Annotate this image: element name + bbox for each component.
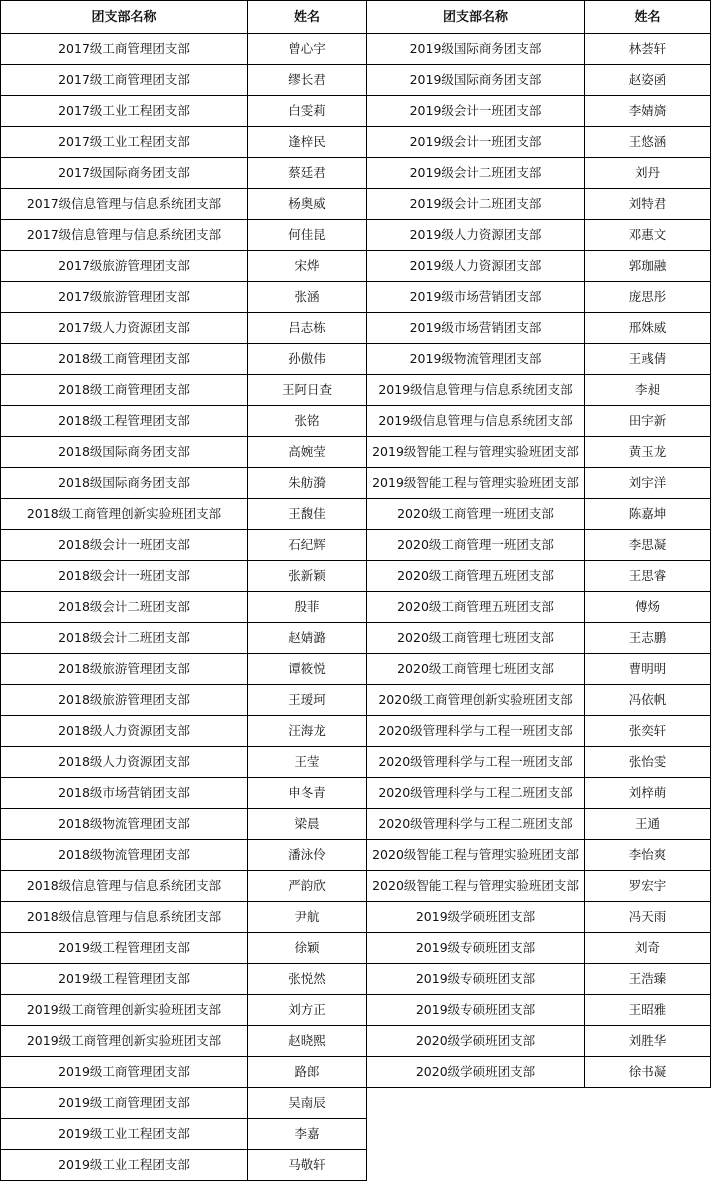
right-name-cell: 王思睿	[584, 560, 711, 592]
left-unit-cell: 2018级国际商务团支部	[0, 436, 248, 468]
right-name-cell: 徐书凝	[584, 1056, 711, 1088]
header-left-unit: 团支部名称	[0, 0, 248, 34]
right-unit-cell: 2020级学硕班团支部	[366, 1056, 585, 1088]
left-name-cell: 逢梓民	[247, 126, 367, 158]
right-unit-cell: 2019级专硕班团支部	[366, 994, 585, 1026]
left-unit-cell: 2018级工程管理团支部	[0, 405, 248, 437]
left-unit-cell: 2017级旅游管理团支部	[0, 281, 248, 313]
left-name-cell: 梁晨	[247, 808, 367, 840]
right-unit-cell: 2020级智能工程与管理实验班团支部	[366, 870, 585, 902]
left-unit-cell: 2018级工商管理团支部	[0, 343, 248, 375]
right-unit-cell: 2020级管理科学与工程一班团支部	[366, 746, 585, 778]
left-name-cell: 谭筱悦	[247, 653, 367, 685]
left-unit-cell: 2017级人力资源团支部	[0, 312, 248, 344]
right-unit-cell: 2019级信息管理与信息系统团支部	[366, 405, 585, 437]
left-name-cell: 曾心宇	[247, 33, 367, 65]
left-name-cell: 殷菲	[247, 591, 367, 623]
left-unit-cell: 2018级旅游管理团支部	[0, 653, 248, 685]
left-name-cell: 张新颖	[247, 560, 367, 592]
right-unit-cell: 2020级工商管理五班团支部	[366, 560, 585, 592]
left-name-cell: 严韵欣	[247, 870, 367, 902]
left-name-cell: 赵晓熙	[247, 1025, 367, 1057]
left-unit-cell: 2018级物流管理团支部	[0, 839, 248, 871]
right-name-cell: 曹明明	[584, 653, 711, 685]
right-unit-cell: 2020级管理科学与工程一班团支部	[366, 715, 585, 747]
right-name-cell: 刘丹	[584, 157, 711, 189]
left-unit-cell: 2017级信息管理与信息系统团支部	[0, 188, 248, 220]
right-name-cell: 刘特君	[584, 188, 711, 220]
right-name-cell: 王志鹏	[584, 622, 711, 654]
left-unit-cell: 2019级工商管理创新实验班团支部	[0, 994, 248, 1026]
left-unit-cell: 2018级人力资源团支部	[0, 746, 248, 778]
left-name-cell: 赵婧潞	[247, 622, 367, 654]
left-unit-cell: 2019级工业工程团支部	[0, 1118, 248, 1150]
right-name-cell: 李怡爽	[584, 839, 711, 871]
left-name-cell: 刘方正	[247, 994, 367, 1026]
right-unit-cell: 2019级会计二班团支部	[366, 188, 585, 220]
left-unit-cell: 2019级工商管理创新实验班团支部	[0, 1025, 248, 1057]
right-unit-cell: 2020级学硕班团支部	[366, 1025, 585, 1057]
right-unit-cell: 2019级国际商务团支部	[366, 33, 585, 65]
right-unit-cell: 2019级会计一班团支部	[366, 95, 585, 127]
left-name-cell: 缪长君	[247, 64, 367, 96]
right-name-cell: 王通	[584, 808, 711, 840]
right-unit-cell: 2019级智能工程与管理实验班团支部	[366, 467, 585, 499]
right-unit-cell: 2020级管理科学与工程二班团支部	[366, 808, 585, 840]
right-name-cell: 李婧旖	[584, 95, 711, 127]
right-unit-cell: 2019级智能工程与管理实验班团支部	[366, 436, 585, 468]
left-name-cell: 张铭	[247, 405, 367, 437]
right-unit-cell: 2019级国际商务团支部	[366, 64, 585, 96]
left-name-cell: 王馥佳	[247, 498, 367, 530]
left-name-cell: 孙傲伟	[247, 343, 367, 375]
left-unit-cell: 2018级信息管理与信息系统团支部	[0, 901, 248, 933]
left-unit-cell: 2019级工商管理团支部	[0, 1087, 248, 1119]
left-name-cell: 朱舫漪	[247, 467, 367, 499]
left-unit-cell: 2018级工商管理创新实验班团支部	[0, 498, 248, 530]
left-name-cell: 王莹	[247, 746, 367, 778]
right-unit-cell: 2019级会计一班团支部	[366, 126, 585, 158]
right-unit-cell: 2019级会计二班团支部	[366, 157, 585, 189]
left-unit-cell: 2017级信息管理与信息系统团支部	[0, 219, 248, 251]
right-name-cell: 冯依帆	[584, 684, 711, 716]
right-unit-cell: 2019级市场营销团支部	[366, 312, 585, 344]
left-name-cell: 吴南辰	[247, 1087, 367, 1119]
left-unit-cell: 2018级市场营销团支部	[0, 777, 248, 809]
left-unit-cell: 2018级人力资源团支部	[0, 715, 248, 747]
right-name-cell: 张奕轩	[584, 715, 711, 747]
right-name-cell: 赵姿函	[584, 64, 711, 96]
right-unit-cell: 2019级信息管理与信息系统团支部	[366, 374, 585, 406]
left-unit-cell: 2018级会计二班团支部	[0, 591, 248, 623]
header-right-unit: 团支部名称	[366, 0, 585, 34]
left-unit-cell: 2017级旅游管理团支部	[0, 250, 248, 282]
header-left-name: 姓名	[247, 0, 367, 34]
right-name-cell: 李昶	[584, 374, 711, 406]
right-name-cell: 傅炀	[584, 591, 711, 623]
right-name-cell: 冯天雨	[584, 901, 711, 933]
right-name-cell: 李思凝	[584, 529, 711, 561]
left-unit-cell: 2018级旅游管理团支部	[0, 684, 248, 716]
right-name-cell: 王悠涵	[584, 126, 711, 158]
left-unit-cell: 2018级会计二班团支部	[0, 622, 248, 654]
left-name-cell: 王瑷珂	[247, 684, 367, 716]
right-name-cell: 刘梓萌	[584, 777, 711, 809]
right-name-cell: 王昭雅	[584, 994, 711, 1026]
left-name-cell: 王阿日查	[247, 374, 367, 406]
right-name-cell: 庞思彤	[584, 281, 711, 313]
left-name-cell: 申冬青	[247, 777, 367, 809]
left-unit-cell: 2018级工商管理团支部	[0, 374, 248, 406]
right-unit-cell: 2020级工商管理七班团支部	[366, 622, 585, 654]
right-name-cell: 黄玉龙	[584, 436, 711, 468]
left-name-cell: 徐颖	[247, 932, 367, 964]
right-unit-cell: 2019级专硕班团支部	[366, 932, 585, 964]
left-name-cell: 路郎	[247, 1056, 367, 1088]
right-name-cell: 刘宇洋	[584, 467, 711, 499]
right-name-cell: 陈嘉坤	[584, 498, 711, 530]
left-unit-cell: 2019级工商管理团支部	[0, 1056, 248, 1088]
left-unit-cell: 2019级工业工程团支部	[0, 1149, 248, 1181]
right-name-cell: 刘奇	[584, 932, 711, 964]
right-name-cell: 王彧倩	[584, 343, 711, 375]
right-unit-cell: 2019级学硕班团支部	[366, 901, 585, 933]
right-unit-cell: 2020级工商管理创新实验班团支部	[366, 684, 585, 716]
right-unit-cell: 2019级人力资源团支部	[366, 219, 585, 251]
left-unit-cell: 2017级工业工程团支部	[0, 126, 248, 158]
left-name-cell: 白雯莉	[247, 95, 367, 127]
left-name-cell: 杨奥威	[247, 188, 367, 220]
left-unit-cell: 2017级国际商务团支部	[0, 157, 248, 189]
left-name-cell: 马敬轩	[247, 1149, 367, 1181]
right-unit-cell: 2020级工商管理七班团支部	[366, 653, 585, 685]
left-name-cell: 蔡廷君	[247, 157, 367, 189]
left-name-cell: 高婉莹	[247, 436, 367, 468]
left-name-cell: 李嘉	[247, 1118, 367, 1150]
left-name-cell: 石纪辉	[247, 529, 367, 561]
right-name-cell: 王浩臻	[584, 963, 711, 995]
right-name-cell: 林荟轩	[584, 33, 711, 65]
left-unit-cell: 2018级国际商务团支部	[0, 467, 248, 499]
right-name-cell: 田宇新	[584, 405, 711, 437]
left-name-cell: 张悦然	[247, 963, 367, 995]
left-unit-cell: 2018级会计一班团支部	[0, 560, 248, 592]
left-name-cell: 汪海龙	[247, 715, 367, 747]
left-name-cell: 张涵	[247, 281, 367, 313]
left-unit-cell: 2019级工程管理团支部	[0, 932, 248, 964]
right-unit-cell: 2019级市场营销团支部	[366, 281, 585, 313]
right-name-cell: 刘胜华	[584, 1025, 711, 1057]
left-name-cell: 尹航	[247, 901, 367, 933]
left-name-cell: 何佳昆	[247, 219, 367, 251]
left-unit-cell: 2018级物流管理团支部	[0, 808, 248, 840]
header-right-name: 姓名	[584, 0, 711, 34]
right-unit-cell: 2020级工商管理一班团支部	[366, 529, 585, 561]
left-unit-cell: 2017级工商管理团支部	[0, 33, 248, 65]
right-name-cell: 邢姝威	[584, 312, 711, 344]
right-unit-cell: 2020级工商管理五班团支部	[366, 591, 585, 623]
right-name-cell: 郭珈融	[584, 250, 711, 282]
left-unit-cell: 2019级工程管理团支部	[0, 963, 248, 995]
left-unit-cell: 2017级工商管理团支部	[0, 64, 248, 96]
left-name-cell: 吕志栋	[247, 312, 367, 344]
right-unit-cell: 2020级管理科学与工程二班团支部	[366, 777, 585, 809]
right-unit-cell: 2019级物流管理团支部	[366, 343, 585, 375]
left-unit-cell: 2018级会计一班团支部	[0, 529, 248, 561]
right-unit-cell: 2020级工商管理一班团支部	[366, 498, 585, 530]
right-unit-cell: 2019级专硕班团支部	[366, 963, 585, 995]
left-unit-cell: 2017级工业工程团支部	[0, 95, 248, 127]
right-name-cell: 邓惠文	[584, 219, 711, 251]
left-unit-cell: 2018级信息管理与信息系统团支部	[0, 870, 248, 902]
left-name-cell: 宋烨	[247, 250, 367, 282]
right-unit-cell: 2020级智能工程与管理实验班团支部	[366, 839, 585, 871]
left-name-cell: 潘泳伶	[247, 839, 367, 871]
right-name-cell: 罗宏宇	[584, 870, 711, 902]
right-name-cell: 张怡雯	[584, 746, 711, 778]
right-unit-cell: 2019级人力资源团支部	[366, 250, 585, 282]
